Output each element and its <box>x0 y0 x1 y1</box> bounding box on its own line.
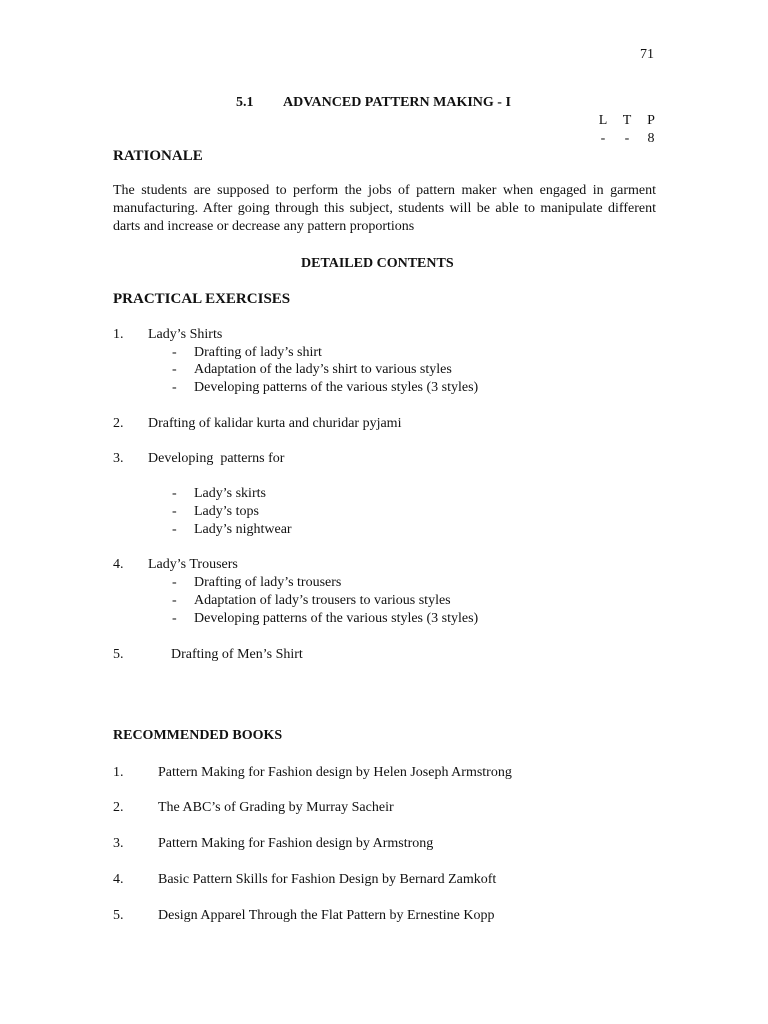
sub-item: Developing patterns of the various styles (3 styles) <box>194 611 479 626</box>
ltp-value-p: 8 <box>647 131 655 146</box>
rationale-heading: RATIONALE <box>113 148 203 164</box>
sub-bullet: - <box>172 486 177 501</box>
book-number: 3. <box>113 836 124 851</box>
sub-bullet: - <box>172 522 177 537</box>
exercise-number: 5. <box>113 647 124 662</box>
recommended-books-heading: RECOMMENDED BOOKS <box>113 728 283 743</box>
ltp-label-t: T <box>622 113 632 128</box>
sub-bullet: - <box>172 345 177 360</box>
sub-item: Lady’s skirts <box>194 486 266 501</box>
ltp-label-l: L <box>598 113 608 128</box>
sub-item: Developing patterns of the various styles (3 styles) <box>194 380 479 395</box>
sub-bullet: - <box>172 611 177 626</box>
ltp-label-p: P <box>647 113 655 128</box>
sub-item: Drafting of lady’s shirt <box>194 345 322 360</box>
sub-bullet: - <box>172 504 177 519</box>
book-title: Basic Pattern Skills for Fashion Design by Bernard Zamkoft <box>158 872 497 887</box>
book-number: 2. <box>113 800 124 815</box>
sub-item: Adaptation of the lady’s shirt to various styles <box>194 362 452 377</box>
exercise-number: 3. <box>113 451 124 466</box>
sub-bullet: - <box>172 362 177 377</box>
sub-item: Lady’s tops <box>194 504 259 519</box>
book-number: 1. <box>113 765 124 780</box>
book-title: Pattern Making for Fashion design by Helen Joseph Armstrong <box>158 765 512 780</box>
sub-bullet: - <box>172 575 177 590</box>
exercise-text: Drafting of Men’s Shirt <box>171 647 303 662</box>
exercise-text: Drafting of kalidar kurta and churidar pyjami <box>148 416 402 431</box>
ltp-value-t: - <box>624 131 630 146</box>
practical-exercises-heading: PRACTICAL EXERCISES <box>113 291 291 307</box>
exercise-number: 1. <box>113 327 124 342</box>
book-title: The ABC’s of Grading by Murray Sacheir <box>158 800 394 815</box>
section-number: 5.1 <box>236 95 254 110</box>
book-title: Design Apparel Through the Flat Pattern by Ernestine Kopp <box>158 908 495 923</box>
exercise-text: Lady’s Trousers <box>148 557 238 572</box>
book-number: 5. <box>113 908 124 923</box>
rationale-paragraph: The students are supposed to perform the jobs of pattern maker when engaged in garment manufacturing. After going through this subject, students will be able to manipulate different darts and increase or decrease any pattern proportions <box>113 183 656 234</box>
exercise-number: 4. <box>113 557 124 572</box>
sub-item: Adaptation of lady’s trousers to various styles <box>194 593 451 608</box>
exercise-number: 2. <box>113 416 124 431</box>
sub-bullet: - <box>172 380 177 395</box>
sub-item: Drafting of lady’s trousers <box>194 575 342 590</box>
ltp-value-l: - <box>600 131 606 146</box>
detailed-contents-heading: DETAILED CONTENTS <box>301 256 454 271</box>
page-number: 71 <box>640 47 654 62</box>
exercise-text: Lady’s Shirts <box>148 327 223 342</box>
book-number: 4. <box>113 872 124 887</box>
sub-item: Lady’s nightwear <box>194 522 292 537</box>
book-title: Pattern Making for Fashion design by Armstrong <box>158 836 434 851</box>
sub-bullet: - <box>172 593 177 608</box>
section-title: ADVANCED PATTERN MAKING - I <box>283 95 511 110</box>
exercise-text: Developing patterns for <box>148 451 285 466</box>
